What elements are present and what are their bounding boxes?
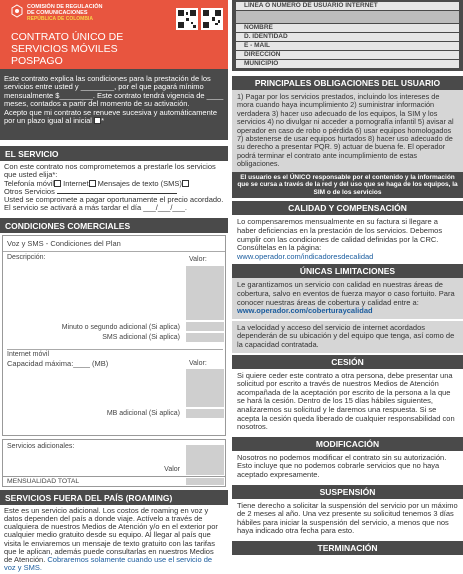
mb-additional-field[interactable] xyxy=(186,409,224,418)
user-line-field[interactable]: LÍNEA O NÚMERO DE USUARIO INTERNET xyxy=(236,2,459,10)
renewal-label: Acepto que mi contrato se renueve sucesiva y automáticamente por un plazo igual al inicial xyxy=(4,108,218,126)
section-title-limitaciones: ÚNICAS LIMITACIONES xyxy=(232,264,463,278)
section-title-calidad: CALIDAD Y COMPENSACIÓN xyxy=(232,201,463,215)
option-otros-label: Otros Servicios xyxy=(4,186,55,196)
renewal-checkbox[interactable] xyxy=(94,117,101,124)
option-sms-label: Mensajes de texto (SMS) xyxy=(97,178,182,188)
renewal-row: Acepto que mi contrato se renueve sucesiva y automáticamente por un plazo igual al inicial * xyxy=(4,108,218,126)
additional-services-box xyxy=(2,439,226,477)
suspension-text: Tiene derecho a solicitar la suspensión del servicio por un máximo de 2 meses al año. Una vez presente su solicitud tenemos 3 días hábiles para iniciar la suspensión del servicio, a menos que nos haya indicado otra fecha para esto. xyxy=(237,500,458,536)
name-field[interactable]: NOMBRE xyxy=(236,24,459,32)
value-label: Valor: xyxy=(189,359,207,367)
additional-value-label: Valor xyxy=(164,465,180,473)
address-field[interactable]: DIRECCIÓN xyxy=(236,51,459,59)
user-fields xyxy=(232,0,463,71)
other-services-field[interactable] xyxy=(57,193,177,194)
capacity-label: Capacidad máxima:____ (MB) xyxy=(7,358,109,368)
roaming-highlight: Cobraremos solamente cuando use el servicio de voz y SMS. xyxy=(4,555,213,573)
obligaciones-text: 1) Pagar por los servicios prestados, incluindo los intereses de mora cuando haya incumplimiento 2) suministrar información verdadera 3) hacer uso adecuado de los equipos, la SIM y los servicios 4) no divulgar ni acceder a pornografía infantil 5) avisar al operador en caso de robo o pérdida 6) usar equipos homologados 7) abstenerse de usar equipos hurtados 8) hacer uso adecuado de su derecho a presentar PQR. 9) actuar de buena fe. El operador podrá terminar el contrato ante incumplimiento de estas obligaciones. xyxy=(232,90,463,172)
id-field[interactable]: D. IDENTIDAD xyxy=(236,33,459,41)
modificacion-text: Nosotros no podemos modificar el contrato sin su autorización. Esto incluye que no podemos cobrarle servicios que no haya aceptado expresamente. xyxy=(237,452,447,479)
org-line-1: COMISIÓN DE REGULACIÓN xyxy=(27,4,103,10)
payment-commitment: Usted se compromete a pagar oportunamente el precio acordado. xyxy=(4,195,224,205)
section-title-cesion: CESIÓN xyxy=(232,355,463,369)
limitaciones-text-2: La velocidad y acceso del servicio de internet acordados dependerán de su ubicación y del equipo que tenga, así como de la capacidad contratada. xyxy=(232,321,463,353)
section-title-roaming: SERVICIOS FUERA DEL PAÍS (ROAMING) xyxy=(0,490,228,505)
sms-additional-field[interactable] xyxy=(186,333,224,342)
plan-conditions-box xyxy=(2,235,226,436)
cesion-text: Si quiere ceder este contrato a otra persona, debe presentar una solicitud por escrito a través de nuestros Medios de Atención acompañada de la aceptación por escrito de la persona a la que se hará la cesión. Dentro de los 15 días hábiles siguientes, analizaremos su solicitud y le daremos una respuesta. Si se acepta la cesión queda liberado de cualquier responsabilidad con nosotros. xyxy=(237,370,455,432)
option-internet-checkbox[interactable] xyxy=(89,180,96,187)
municipality-field[interactable]: MUNICIPIO xyxy=(236,60,459,68)
total-field[interactable] xyxy=(186,478,224,485)
email-field[interactable]: E - MAIL xyxy=(236,42,459,50)
qr-code-icon xyxy=(176,8,198,30)
qr-code-icon xyxy=(201,8,223,30)
calidad-body xyxy=(232,215,463,262)
additional-value-field[interactable] xyxy=(186,445,224,475)
intro-paragraph: Este contrato explica las condiciones para la prestación de los servicios entre usted y ________, por el que pagará mínimo mensualmente $________. Este contrato tendrá vigencia de ____ meses, contados a partir del momento de su activación. xyxy=(4,74,224,108)
section-title-suspension: SUSPENSIÓN xyxy=(232,485,463,499)
page-title xyxy=(11,31,171,67)
org-name xyxy=(27,4,157,22)
internet-section-title: Internet móvil xyxy=(7,349,223,358)
title-line-2: SERVICIOS MÓVILES POSPAGO xyxy=(11,43,118,67)
servicio-body xyxy=(0,161,228,215)
section-title-obligaciones: PRINCIPALES OBLIGACIONES DEL USUARIO xyxy=(232,76,463,90)
option-internet-label: Internet xyxy=(63,178,89,188)
plan-title: Voz y SMS - Condiciones del Plan xyxy=(3,236,225,252)
sms-additional-label: SMS adicional (Si aplica) xyxy=(102,333,180,341)
option-sms-checkbox[interactable] xyxy=(182,180,189,187)
activation-date: El servicio se activará a más tardar el día ___/___/___. xyxy=(4,203,188,213)
option-telefonia-checkbox[interactable] xyxy=(54,180,61,187)
crc-logo-icon xyxy=(11,4,23,18)
calidad-text: Lo compensaremos mensualmente en su factura si llegare a haber deficiencias en la prestación de los servicios. Debemos cumplir con las condiciones de calidad definidas por la CRC. Consúltelas en la página: xyxy=(237,217,443,253)
contract-header xyxy=(0,0,228,69)
minute-additional-label: Minuto o segundo adicional (Si aplica) xyxy=(61,323,180,331)
roaming-body xyxy=(0,505,228,574)
description-label: Descripción: xyxy=(7,253,46,261)
additional-services-label: Servicios adicionales: xyxy=(7,442,75,450)
mb-additional-label: MB adicional (Si aplica) xyxy=(106,409,180,417)
section-title-terminacion: TERMINACIÓN xyxy=(232,541,463,555)
user-line-value[interactable] xyxy=(236,11,459,23)
calidad-link[interactable]: www.operador.com/indicadoresdecalidad xyxy=(237,251,374,261)
section-title-condiciones: CONDICIONES COMERCIALES xyxy=(0,218,228,233)
minute-additional-field[interactable] xyxy=(186,322,224,331)
right-column xyxy=(232,0,463,555)
total-label: MENSUALIDAD TOTAL xyxy=(7,477,80,485)
obligaciones-highlight: El usuario es el ÚNICO responsable por el contenido y la información que se cursa a través de la red y del uso que se haga de los equipos, la SIM o de los servicios xyxy=(232,172,463,199)
section-title-modificacion: MODIFICACIÓN xyxy=(232,437,463,451)
title-line-1: CONTRATO ÚNICO DE xyxy=(11,31,124,43)
org-line-3: REPÚBLICA DE COLOMBIA xyxy=(27,16,93,22)
limitaciones-body xyxy=(232,278,463,318)
option-telefonia-label: Telefonía móvil xyxy=(4,178,55,188)
limitaciones-link[interactable]: www.operador.com/coberturaycalidad xyxy=(237,306,373,316)
org-line-2: DE COMUNICACIONES xyxy=(27,10,88,16)
internet-value-field[interactable] xyxy=(186,369,224,407)
roaming-text: Este es un servicio adicional. Los costos de roaming en voz y datos dependen del país a donde viaje. Actívelo a través de cualquiera de nuestros Medios de Atención y/o en el exterior por cualquier medio gratuito desde su equipo. Al llegar al país que visita le enviaremos un mensaje de texto gratuito con las tarifas que le aplican, además puede consultarlas en nuestros Medios de Atención. xyxy=(4,505,218,564)
value-field[interactable] xyxy=(186,266,224,320)
intro-text xyxy=(0,69,228,140)
value-label: Valor: xyxy=(189,255,207,263)
limitaciones-text: Le garantizamos un servicio con calidad en nuestras áreas de cobertura, salvo en eventos de fuerza mayor o caso fortuito. Para conocer nuestras áreas de cobertura y calidad entre a: xyxy=(237,280,455,307)
left-column xyxy=(0,0,228,574)
total-box xyxy=(2,477,226,487)
servicio-intro: Con este contrato nos comprometemos a prestarle los servicios que usted elija*: xyxy=(4,162,216,180)
section-title-servicio: EL SERVICIO xyxy=(0,146,228,161)
